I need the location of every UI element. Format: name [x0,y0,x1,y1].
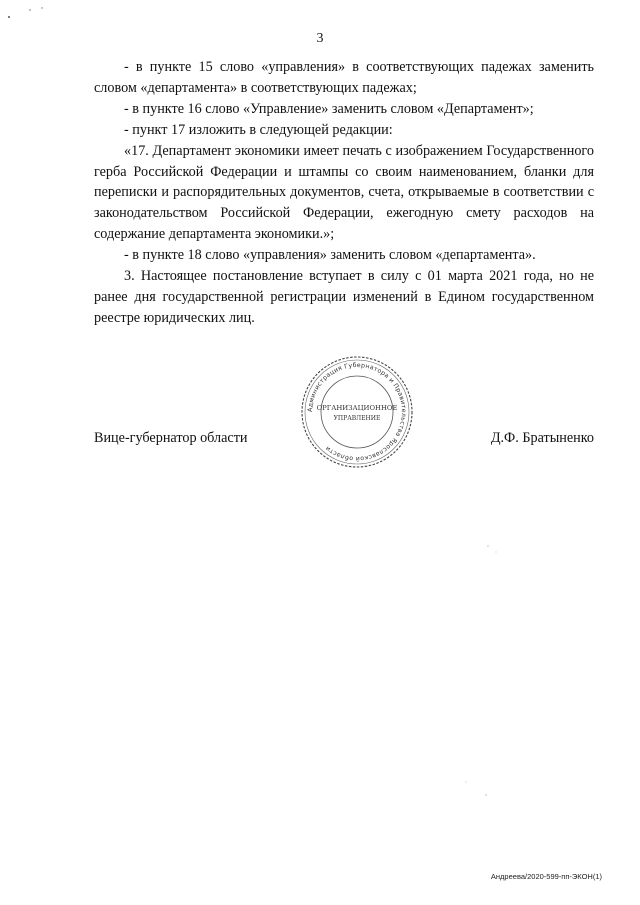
scan-speck [8,16,10,18]
scan-speck [41,7,42,8]
stamp-center-line-2: УПРАВЛЕНИЕ [333,415,381,422]
paragraph-item-18: - в пункте 18 слово «управления» заменить словом «департамента». [124,247,536,264]
scan-speck [487,545,488,546]
paragraph-item-16: - в пункте 16 слово «Управление» заменить словом «Департамент»; [124,100,534,117]
signatory-title: Вице-губернатор области [94,430,248,446]
paragraph-effective-date: 3. Настоящее постановление вступает в силу с 01 марта 2021 года, но не ранее дня государственной регистрации изменений в Едином государственном реестре юридических лиц. [94,268,594,326]
scan-speck [485,794,486,795]
stamp-center-line-1: ОРГАНИЗАЦИОННОЕ [316,404,398,412]
signatory-name: Д.Ф. Братыненко [490,430,594,446]
official-stamp [299,354,415,470]
document-body [94,57,594,329]
paragraph-item-15: - в пункте 15 слово «управления» в соответствующих падежах заменить словом «департамента» в соответствующих падежах; [94,59,594,96]
paragraph-item-17-intro: - пункт 17 изложить в следующей редакции: [124,121,393,138]
scan-speck [496,552,497,553]
scan-speck [466,782,467,783]
paragraph-item-17-text: «17. Департамент экономики имеет печать с изображением Государственного герба Российской Федерации и штампы со своим наименованием, бланки для переписки и распорядительных документов, счета, открываемые в соответствии с законодательством Российской Федерации, ежегодную смету расходов на содержание департамента экономики.»; [94,142,594,243]
page-number: 3 [316,31,324,46]
stamp-ring-text: Администрация Губернатора и Правительства Ярославской области [306,361,408,463]
document-reference: Андреева/2020-599-пп-ЭКОН(1) [490,872,602,881]
scan-speck [29,9,31,11]
